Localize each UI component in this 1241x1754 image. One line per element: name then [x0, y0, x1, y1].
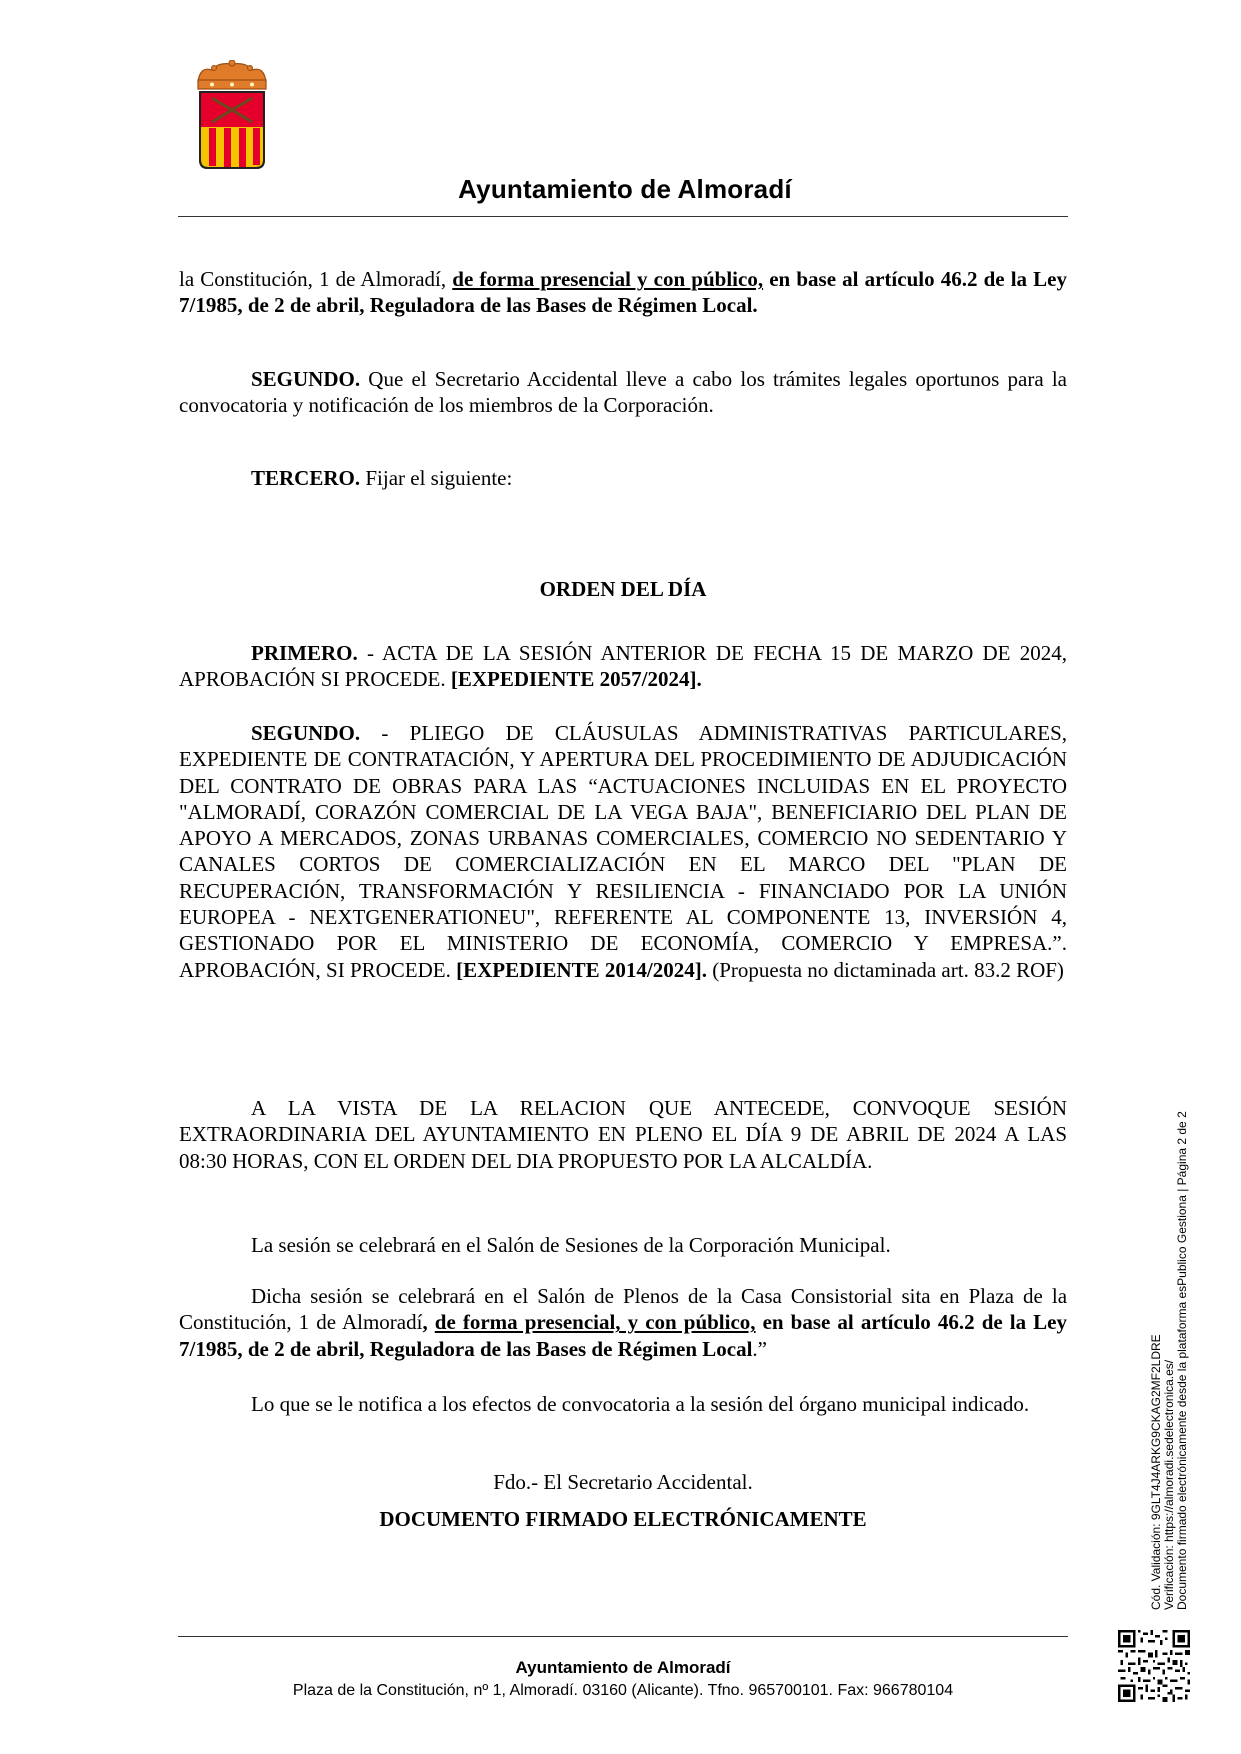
signature-line: Fdo.- El Secretario Accidental. — [493, 1470, 753, 1494]
signature-platform-text: Documento firmado electrónicamente desde la plataforma esPublico Gestiona | Página 2 de 2 — [1175, 1111, 1189, 1610]
expediente-number: [EXPEDIENTE 2057/2024]. — [450, 667, 702, 692]
footer-organization-name: Ayuntamiento de Almoradí — [515, 1658, 731, 1677]
orden-del-dia-heading: ORDEN DEL DÍA — [539, 577, 707, 601]
verification-url-text[interactable]: Verificación: https://almoradi.sedelectronica.es/ — [1162, 1359, 1176, 1610]
paragraph-segundo — [179, 366, 1067, 419]
paragraph-tercero — [179, 465, 1067, 491]
agenda-item-text: - PLIEGO DE CLÁUSULAS ADMINISTRATIVAS PARTICULARES, EXPEDIENTE DE CONTRATACIÓN, Y APERTURA DEL PROCEDIMIENTO DE ADJUDICACIÓN DEL CONTRATO DE OBRAS PARA LAS “ACTUACIONES INCLUIDAS EN EL PROYECTO "ALMORADÍ, CORAZÓN COMERCIAL DE LA VEGA BAJA", BENEFICIARIO DEL PLAN DE APOYO A MERCADOS, ZONAS URBANAS COMERCIALES, COMERCIO NO SEDENTARIO Y CANALES CORTOS DE COMERCIALIZACIÓN EN EL MARCO DEL "PLAN DE RECUPERACIÓN, TRANSFORMACIÓN Y RESILIENCIA - FINANCIADO POR LA UNIÓN EUROPEA - NEXTGENERATIONEU", REFERENTE AL COMPONENTE 13, INVERSIÓN 4, GESTIONADO POR EL MINISTERIO DE ECONOMÍA, COMERCIO Y EMPRESA.”. APROBACIÓN, SI PROCEDE. — [179, 721, 1067, 982]
text-run-bold: , — [422, 1310, 435, 1335]
paragraph-continuation — [179, 266, 1067, 319]
validation-code-text: Cód. Validación: 9GLT4J4ARKG9CKAG2MF2LDRE — [1149, 1334, 1163, 1610]
municipal-crest-logo — [192, 60, 272, 172]
text-run-bold-underlined: de forma presencial y con público, — [452, 267, 764, 291]
text-run-bold: en base al artículo 46.2 de la Ley 7/1985, de 2 de abril, Reguladora de las Bases de Régimen Local. — [179, 267, 1067, 318]
text-run: .” — [752, 1336, 767, 1361]
paragraph-dicha-sesion — [179, 1283, 1067, 1362]
text-run: en el Salón de Plenos de la Casa Consistorial sita en Plaza de la Constitución, 1 de Almoradí — [179, 1284, 1068, 1335]
agenda-item-text: - ACTA DE LA SESIÓN ANTERIOR DE FECHA 15 DE MARZO DE 2024, APROBACIÓN SI PROCEDE. — [179, 641, 1067, 692]
text-run: la Constitución, 1 de Almoradí, — [179, 267, 453, 291]
electronic-signature-note: DOCUMENTO FIRMADO ELECTRÓNICAMENTE — [379, 1507, 867, 1531]
paragraph-label: TERCERO. — [251, 466, 361, 490]
footer-address: Plaza de la Constitución, nº 1, Almoradí. 03160 (Alicante). Tfno. 965700101. Fax: 966780104 — [292, 1682, 954, 1699]
paragraph-text: Que el Secretario Accidental lleve a cabo los trámites legales oportunos para la convocatoria y notificación de los miembros de la Corporación. — [179, 367, 1067, 418]
agenda-item-1 — [179, 640, 1067, 693]
paragraph-label: SEGUNDO. — [251, 367, 361, 391]
text-run: Dicha sesión se celebrará — [251, 1284, 476, 1308]
crown-icon — [198, 60, 266, 89]
expediente-number: [EXPEDIENTE 2014/2024]. — [456, 957, 707, 982]
paragraph-lugar: La sesión se celebrará en el Salón de Sesiones de la Corporación Municipal. — [251, 1233, 891, 1257]
footer-divider — [178, 1636, 1068, 1637]
header-title: Ayuntamiento de Almoradí — [458, 174, 792, 204]
shield-icon — [200, 92, 264, 168]
agenda-item-label: PRIMERO. — [251, 641, 358, 665]
agenda-item-label: SEGUNDO. — [251, 721, 361, 745]
agenda-item-note: (Propuesta no dictaminada art. 83.2 ROF) — [706, 957, 1064, 982]
paragraph-convocatoria: A LA VISTA DE LA RELACION QUE ANTECEDE, CONVOQUE SESIÓN EXTRAORDINARIA DEL AYUNTAMIENTO EN PLENO EL DÍA 9 DE ABRIL DE 2024 A LAS 08:30 HORAS, CON EL ORDEN DEL DIA PROPUESTO POR LA ALCALDÍA. — [179, 1096, 1067, 1173]
agenda-item-2 — [179, 720, 1067, 983]
text-run-bold: en base al artículo 46.2 de la Ley 7/1985, de 2 de abril, Reguladora de las Bases de Régimen Local — [179, 1310, 1067, 1361]
header-divider — [178, 216, 1068, 217]
text-run-bold-underlined: de forma presencial, y con público, — [434, 1310, 756, 1335]
qr-code-icon[interactable] — [1118, 1630, 1190, 1702]
paragraph-text: Fijar el siguiente: — [360, 466, 513, 490]
paragraph-notifica: Lo que se le notifica a los efectos de convocatoria a la sesión del órgano municipal indicado. — [251, 1392, 1030, 1416]
